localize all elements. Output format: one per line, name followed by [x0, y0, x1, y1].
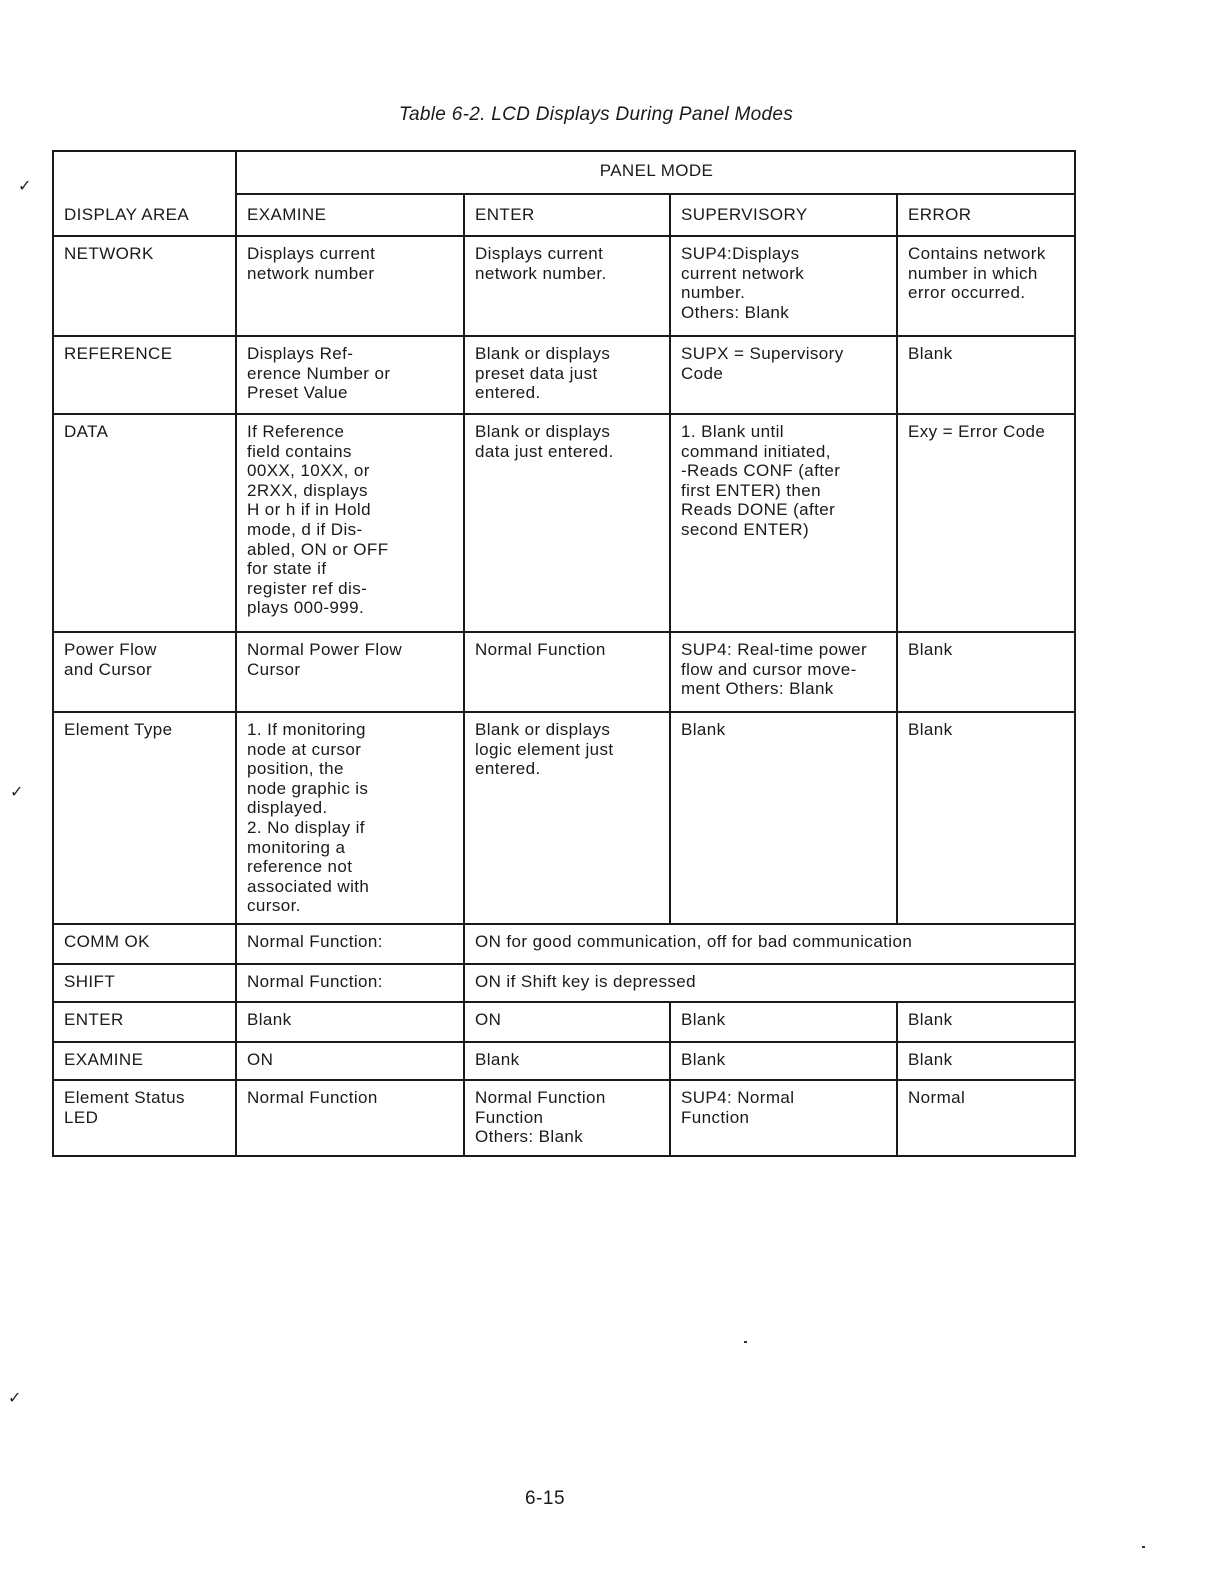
panel-mode-row	[53, 151, 1075, 194]
cell-supervisory: 1. Blank until command initiated, -Reads CONF (after first ENTER) then Reads DONE (after second ENTER)	[670, 414, 897, 632]
cell-enter: Blank or displays preset data just entered.	[464, 336, 670, 414]
table-row-comm-ok	[53, 924, 1075, 964]
cell-examine: ON	[236, 1042, 464, 1080]
cell-error: Blank	[897, 1002, 1075, 1042]
cell-supervisory: Blank	[670, 1002, 897, 1042]
cell-error: Blank	[897, 1042, 1075, 1080]
row-label: Power Flow and Cursor	[53, 632, 236, 712]
cell-examine: Normal Power Flow Cursor	[236, 632, 464, 712]
row-label: REFERENCE	[53, 336, 236, 414]
row-label: Element Status LED	[53, 1080, 236, 1156]
row-label: NETWORK	[53, 236, 236, 336]
row-label: SHIFT	[53, 964, 236, 1002]
header-examine: EXAMINE	[236, 194, 464, 236]
row-label: COMM OK	[53, 924, 236, 964]
cell-enter: Blank or displays logic element just entered.	[464, 712, 670, 924]
cell-error: Normal	[897, 1080, 1075, 1156]
cell-supervisory: SUPX = Supervisory Code	[670, 336, 897, 414]
table-row-examine	[53, 1042, 1075, 1080]
table-row-network	[53, 236, 1075, 336]
table-row-enter	[53, 1002, 1075, 1042]
table-caption: Table 6-2. LCD Displays During Panel Modes	[398, 104, 794, 125]
cell-error: Blank	[897, 632, 1075, 712]
cell-enter: Normal Function	[464, 632, 670, 712]
cell-error: Blank	[897, 336, 1075, 414]
cell-examine: If Reference field contains 00XX, 10XX, or 2RXX, displays H or h if in Hold mode, d if Dis- abled, ON or OFF for state if register ref dis- plays 000-999.	[236, 414, 464, 632]
cell-supervisory: SUP4: Normal Function	[670, 1080, 897, 1156]
margin-check-mark: ✓	[8, 1390, 22, 1407]
cell-examine: 1. If monitoring node at cursor position, the node graphic is displayed. 2. No display if monitoring a reference not associated with cursor.	[236, 712, 464, 924]
cell-error: Exy = Error Code	[897, 414, 1075, 632]
cell-supervisory: SUP4: Real-time power flow and cursor move- ment Others: Blank	[670, 632, 897, 712]
header-enter: ENTER	[464, 194, 670, 236]
row-label: EXAMINE	[53, 1042, 236, 1080]
row-label: ENTER	[53, 1002, 236, 1042]
header-supervisory: SUPERVISORY	[670, 194, 897, 236]
page-number: 6-15	[524, 1488, 566, 1509]
cell-supervisory: Blank	[670, 1042, 897, 1080]
cell-error: Blank	[897, 712, 1075, 924]
cell-examine: Normal Function	[236, 1080, 464, 1156]
panel-mode-header: PANEL MODE	[236, 151, 1075, 194]
row-label: DATA	[53, 414, 236, 632]
header-error: ERROR	[897, 194, 1075, 236]
scan-speck	[1142, 1546, 1145, 1548]
cell-examine: Blank	[236, 1002, 464, 1042]
corner-cell	[53, 151, 236, 194]
table-row-reference	[53, 336, 1075, 414]
cell-enter: Blank or displays data just entered.	[464, 414, 670, 632]
margin-check-mark: ✓	[10, 784, 24, 801]
cell-error: Contains network number in which error occurred.	[897, 236, 1075, 336]
table-row-element-status	[53, 1080, 1075, 1156]
margin-check-mark: ✓	[18, 178, 32, 195]
table-row-data	[53, 414, 1075, 632]
row-label: Element Type	[53, 712, 236, 924]
scan-speck	[744, 1341, 747, 1343]
cell-other-modes: ON for good communication, off for bad communication	[464, 924, 1075, 964]
cell-examine: Displays Ref- erence Number or Preset Value	[236, 336, 464, 414]
cell-enter: Normal Function Function Others: Blank	[464, 1080, 670, 1156]
cell-examine: Normal Function:	[236, 964, 464, 1002]
column-header-row	[53, 194, 1075, 236]
cell-other-modes: ON if Shift key is depressed	[464, 964, 1075, 1002]
cell-supervisory: Blank	[670, 712, 897, 924]
cell-enter: Displays current network number.	[464, 236, 670, 336]
cell-enter: ON	[464, 1002, 670, 1042]
lcd-displays-table	[52, 150, 1076, 1157]
header-display-area: DISPLAY AREA	[53, 194, 236, 236]
cell-supervisory: SUP4:Displays current network number. Others: Blank	[670, 236, 897, 336]
cell-examine: Displays current network number	[236, 236, 464, 336]
cell-enter: Blank	[464, 1042, 670, 1080]
cell-examine: Normal Function:	[236, 924, 464, 964]
table-row-element-type	[53, 712, 1075, 924]
table-row-shift	[53, 964, 1075, 1002]
table-row-power-flow	[53, 632, 1075, 712]
